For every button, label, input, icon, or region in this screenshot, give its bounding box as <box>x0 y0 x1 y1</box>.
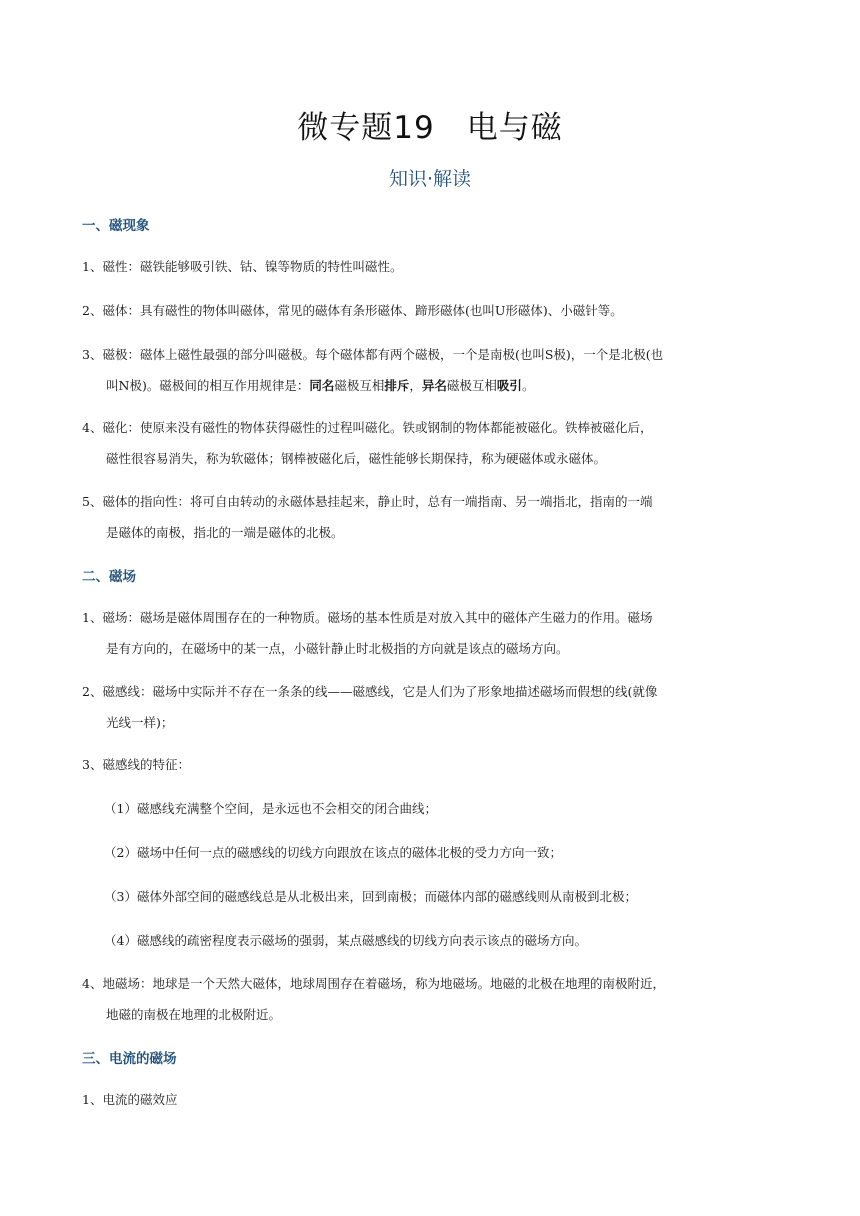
paragraph: 2、磁感线：磁场中实际并不存在一条条的线——磁感线，它是人们为了形象地描述磁场而假想的线(就像 光线一样)； <box>82 684 658 730</box>
paragraph: 3、磁感线的特征： <box>82 757 190 772</box>
paragraph: 1、电流的磁效应 <box>82 1092 178 1107</box>
sub-item: （3）磁体外部空间的磁感线总是从北极出来，回到南极；而磁体内部的磁感线则从南极到北极； <box>104 889 637 904</box>
paragraph: 1、磁场：磁场是磁体周围存在的一种物质。磁场的基本性质是对放入其中的磁体产生磁力的作用。磁场 是有方向的，在磁场中的某一点，小磁针静止时北极指的方向就是该点的磁场方向。 <box>82 610 653 656</box>
sub-item: （4）磁感线的疏密程度表示磁场的强弱，某点磁感线的切线方向表示该点的磁场方向。 <box>104 933 587 948</box>
sub-item: （2）磁场中任何一点的磁感线的切线方向跟放在该点的磁体北极的受力方向一致； <box>104 845 562 860</box>
page-title: 微专题19 电与磁 <box>297 110 563 146</box>
sub-item: （1）磁感线充满整个空间，是永远也不会相交的闭合曲线； <box>104 801 437 816</box>
section-heading-magnetic-field: 二、磁场 <box>82 569 136 585</box>
page-subtitle: 知识·解读 <box>388 168 472 190</box>
paragraph: 4、磁化：使原来没有磁性的物体获得磁性的过程叫磁化。铁或钢制的物体都能被磁化。铁棒被磁化后， 磁性很容易消失，称为软磁体；钢棒被磁化后，磁性能够长期保持，称为硬磁体或永磁体。 <box>82 420 653 466</box>
paragraph: 4、地磁场：地球是一个天然大磁体，地球周围存在着磁场，称为地磁场。地磁的北极在地理的南极附近， 地磁的南极在地理的北极附近。 <box>82 976 665 1022</box>
paragraph: 5、磁体的指向性：将可自由转动的永磁体悬挂起来，静止时，总有一端指南、另一端指北，指南的一端 是磁体的南极，指北的一端是磁体的北极。 <box>82 494 653 540</box>
paragraph: 1、磁性：磁铁能够吸引铁、钴、镍等物质的特性叫磁性。 <box>82 259 403 274</box>
section-heading-current-magnetic-field: 三、电流的磁场 <box>82 1051 177 1067</box>
section-heading-magnetism: 一、磁现象 <box>82 218 150 234</box>
paragraph: 3、磁极：磁体上磁性最强的部分叫磁极。每个磁体都有两个磁极，一个是南极(也叫S极)，一个是北极(也 叫N极)。磁极间的相互作用规律是：同名磁极互相排斥，异名磁极互相吸引。 <box>82 347 664 393</box>
paragraph: 2、磁体：具有磁性的物体叫磁体，常见的磁体有条形磁体、蹄形磁体(也叫U形磁体)、小磁针等。 <box>82 303 623 318</box>
